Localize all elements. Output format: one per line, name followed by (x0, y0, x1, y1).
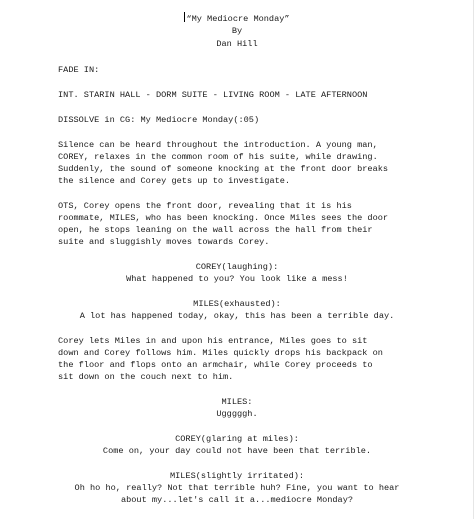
dissolve-direction: DISSOLVE in CG: My Mediocre Monday(:05) (58, 115, 260, 125)
dialogue-line: A lot has happened today, okay, this has been a terrible day. (79, 311, 395, 321)
action-line: COREY, relaxes in the common room of his suite, while drawing. (58, 152, 378, 162)
character-cue: MILES(slightly irritated): (169, 471, 305, 481)
character-cue: COREY(laughing): (195, 262, 279, 272)
action-line: the floor and flops onto an armchair, while Corey proceeds to (58, 360, 373, 370)
byline: By (231, 26, 243, 36)
dialogue-line: Ugggggh. (216, 409, 258, 419)
action-line: sit down on the couch next to him. (58, 372, 234, 382)
character-cue: MILES: (221, 397, 253, 407)
dialogue-line: Come on, your day could not have been that terrible. (102, 446, 372, 456)
action-line: down and Corey follows him. Miles quickly drops his backpack on (58, 348, 383, 358)
action-line: open, he stops leaning on the wall across the hall from their (58, 225, 373, 235)
action-line: suite and sluggishly moves towards Corey. (58, 237, 270, 247)
author-name: Dan Hill (216, 39, 258, 49)
action-line: roommate, MILES, who has been knocking. Once Miles sees the door (58, 213, 389, 223)
action-line: Suddenly, the sound of someone knocking at the front door breaks (58, 164, 389, 174)
transition-fade-in: FADE IN: (58, 65, 100, 75)
action-line: the silence and Corey gets up to investigate. (58, 176, 291, 186)
script-title (0, 12, 474, 26)
action-line: Silence can be heard throughout the introduction. A young man, (58, 140, 378, 150)
dialogue-line: What happened to you? You look like a mess! (126, 274, 348, 284)
script-title-text: “My Mediocre Monday” (186, 14, 290, 24)
character-cue: MILES(exhausted): (193, 299, 281, 309)
character-cue: COREY(glaring at miles): (175, 434, 299, 444)
action-line: Corey lets Miles in and upon his entrance, Miles goes to sit (58, 336, 368, 346)
dialogue-line: about my...let's call it a...mediocre Monday? (120, 495, 354, 505)
dialogue-line: Oh ho ho, really? Not that terrible huh? Fine, you want to hear (74, 483, 400, 493)
scene-heading: INT. STARIN HALL - DORM SUITE - LIVING ROOM - LATE AFTERNOON (58, 90, 368, 100)
action-line: OTS, Corey opens the front door, revealing that it is his (58, 201, 352, 211)
